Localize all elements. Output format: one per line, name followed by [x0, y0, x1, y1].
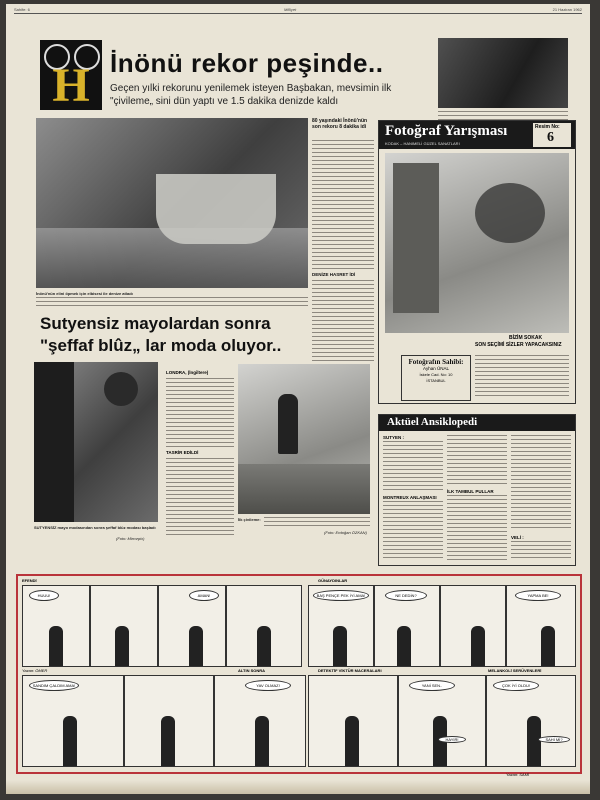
lead-subtitle: Geçen yılki rekorunu yenilemek isteyen Başbakan, mevsimin ilk "çivileme„ sini dün yaptı ve 1.5 dakika denizde kaldı: [110, 83, 392, 107]
speech-bubble: SAHİ Mİ?: [538, 736, 570, 743]
comic-panel: [158, 585, 226, 667]
lead-sub-head: DENİZE HASRET İDİ: [312, 272, 356, 277]
photo-contest-box: [378, 120, 576, 404]
newspaper-page: [6, 4, 590, 794]
strip-title-1: EFENDİ: [22, 578, 37, 583]
comic-panel: [124, 675, 214, 767]
page-header: [14, 7, 582, 14]
strip-title-2: GÜNAYDINLAR: [318, 578, 348, 583]
encyclopedia-text-5: [511, 435, 571, 531]
encyclopedia-text-2: [383, 501, 443, 561]
encyclopedia-text-3: [447, 435, 507, 485]
comic-panel: [214, 675, 306, 767]
contest-rules-text: [475, 355, 569, 399]
speech-bubble: HUUU!: [29, 590, 59, 601]
fashion-photo: [34, 362, 158, 522]
issue-date: 21 Haziran 1962: [552, 7, 582, 12]
lead-caption-text: [36, 297, 308, 306]
fashion-sub-head: TASRİR EDİLDİ: [166, 450, 199, 455]
fashion-photo-caption: SUTYENSİZ mayo modasından sonra şeffaf blûz modası başladı: [34, 525, 156, 530]
strip-title-5: MELANKOLİ SERÜVENLERİ: [488, 668, 542, 673]
speech-bubble: YAPMA BE!: [515, 590, 561, 601]
paper-name: Milliyet: [284, 7, 297, 12]
lead-photo: [36, 118, 308, 288]
encyclopedia-entry-3: İLK TAMBUL PULLAR: [447, 489, 494, 494]
contest-title: Fotoğraf Yarışması: [385, 123, 508, 139]
comic-panel: [90, 585, 158, 667]
swim-caption-text: [264, 517, 370, 527]
swim-photo: [238, 364, 370, 514]
comic-panel: [308, 585, 374, 667]
tree: [475, 183, 545, 243]
encyclopedia-text-6: [511, 541, 571, 561]
speech-bubble: ÇOK İYİ OLDU!: [493, 680, 539, 691]
issue-number: 6: [547, 130, 554, 145]
lead-title: İnönü rekor peşinde..: [110, 48, 384, 78]
speech-bubble: NE DEDİN?: [385, 590, 427, 601]
issue-label: Resim No:: [535, 124, 560, 130]
building: [393, 163, 439, 313]
encyclopedia-entry-1: SUTYEN :: [383, 435, 405, 440]
speech-bubble: BAŞ PENÇE PEK İYİ AMA!: [313, 590, 369, 601]
strip-title-3: ALTIN SONRA: [238, 668, 266, 673]
comic-panel: [374, 585, 440, 667]
lead-photo-caption: İnönü'nün elini öpmek için elbisesi ile denize atladı: [36, 291, 133, 296]
comic-panel: [22, 585, 90, 667]
comic-panel: [506, 585, 576, 667]
comic-panel: [226, 585, 302, 667]
comic-panel: [22, 675, 124, 767]
owner-title: Fotoğrafın Sahibi:: [408, 358, 464, 366]
encyclopedia-entry-2: MONTREUX ANLAŞMASI: [383, 495, 437, 500]
speech-bubble: SANDIM ÇALDIM AMA!: [29, 680, 79, 691]
fashion-title-2: "şeffaf blûz„ lar moda oluyor..: [40, 336, 282, 355]
contest-banner: [379, 121, 575, 149]
comic-signature-2: Yazan: SAMİ: [506, 772, 530, 777]
encyclopedia-text-1: [383, 441, 443, 491]
encyclopedia-box: [378, 414, 576, 566]
comic-panel: [308, 675, 398, 767]
top-right-photo: [438, 38, 568, 108]
page-number: Sahife: 6: [14, 7, 30, 12]
fashion-dateline: LONDRA, (İngiltere): [166, 370, 209, 375]
section-badge: [40, 40, 102, 110]
owner-address: İskele Cad. No: 10: [419, 372, 453, 377]
owner-name: Ayhan ÜNAL: [423, 366, 449, 371]
owner-box: [401, 355, 471, 401]
badge-letter: H: [52, 59, 90, 112]
swim-credit: (Foto: Erdoğan ÖZKAN): [324, 530, 367, 535]
strip-title-4: DETEKTİF VİKTÜR MACERALARI: [318, 668, 382, 673]
contest-choice: SON SEÇİMİ SİZLER YAPACAKSINIZ: [475, 342, 562, 348]
lead-side-head: 80 yaşındaki İnönü'nün son rekoru 8 dakika idi: [312, 118, 368, 130]
rowboat: [156, 174, 276, 244]
fashion-text-1: [166, 378, 234, 448]
encyclopedia-text-4: [447, 495, 507, 561]
comic-panel: [398, 675, 486, 767]
issue-box: [533, 123, 571, 147]
torn-edge: [6, 780, 590, 794]
lead-side-text: [312, 140, 374, 270]
comic-panel: [486, 675, 576, 767]
contest-kicker: KODAK – HANIMELİ GÜZEL SANATLARI: [385, 141, 460, 146]
encyclopedia-entry-4: VELİ :: [511, 535, 524, 540]
comic-panel: [440, 585, 506, 667]
comic-signature-1: Yazan: ÖMER: [22, 668, 48, 673]
comics-section: [16, 574, 582, 774]
contest-photo: [385, 153, 569, 333]
fashion-photo-credit: (Foto: Mirrorpix): [116, 536, 145, 541]
speech-bubble: YANİ SEN..: [409, 680, 455, 691]
encyclopedia-title: Aktüel Ansiklopedi: [387, 416, 478, 428]
owner-city: İSTANBUL: [426, 378, 446, 383]
fashion-text-2: [166, 458, 234, 536]
speech-bubble: HAYIR!: [438, 736, 466, 743]
swim-caption: İlk çivileme:: [238, 517, 261, 522]
contest-photo-caption: BİZİM SOKAK: [509, 335, 543, 341]
speech-bubble: YAV OLMAZ!: [245, 680, 291, 691]
fashion-title-1: Sutyensiz mayolardan sonra: [40, 314, 271, 333]
speech-bubble: AMAN!: [189, 590, 219, 601]
